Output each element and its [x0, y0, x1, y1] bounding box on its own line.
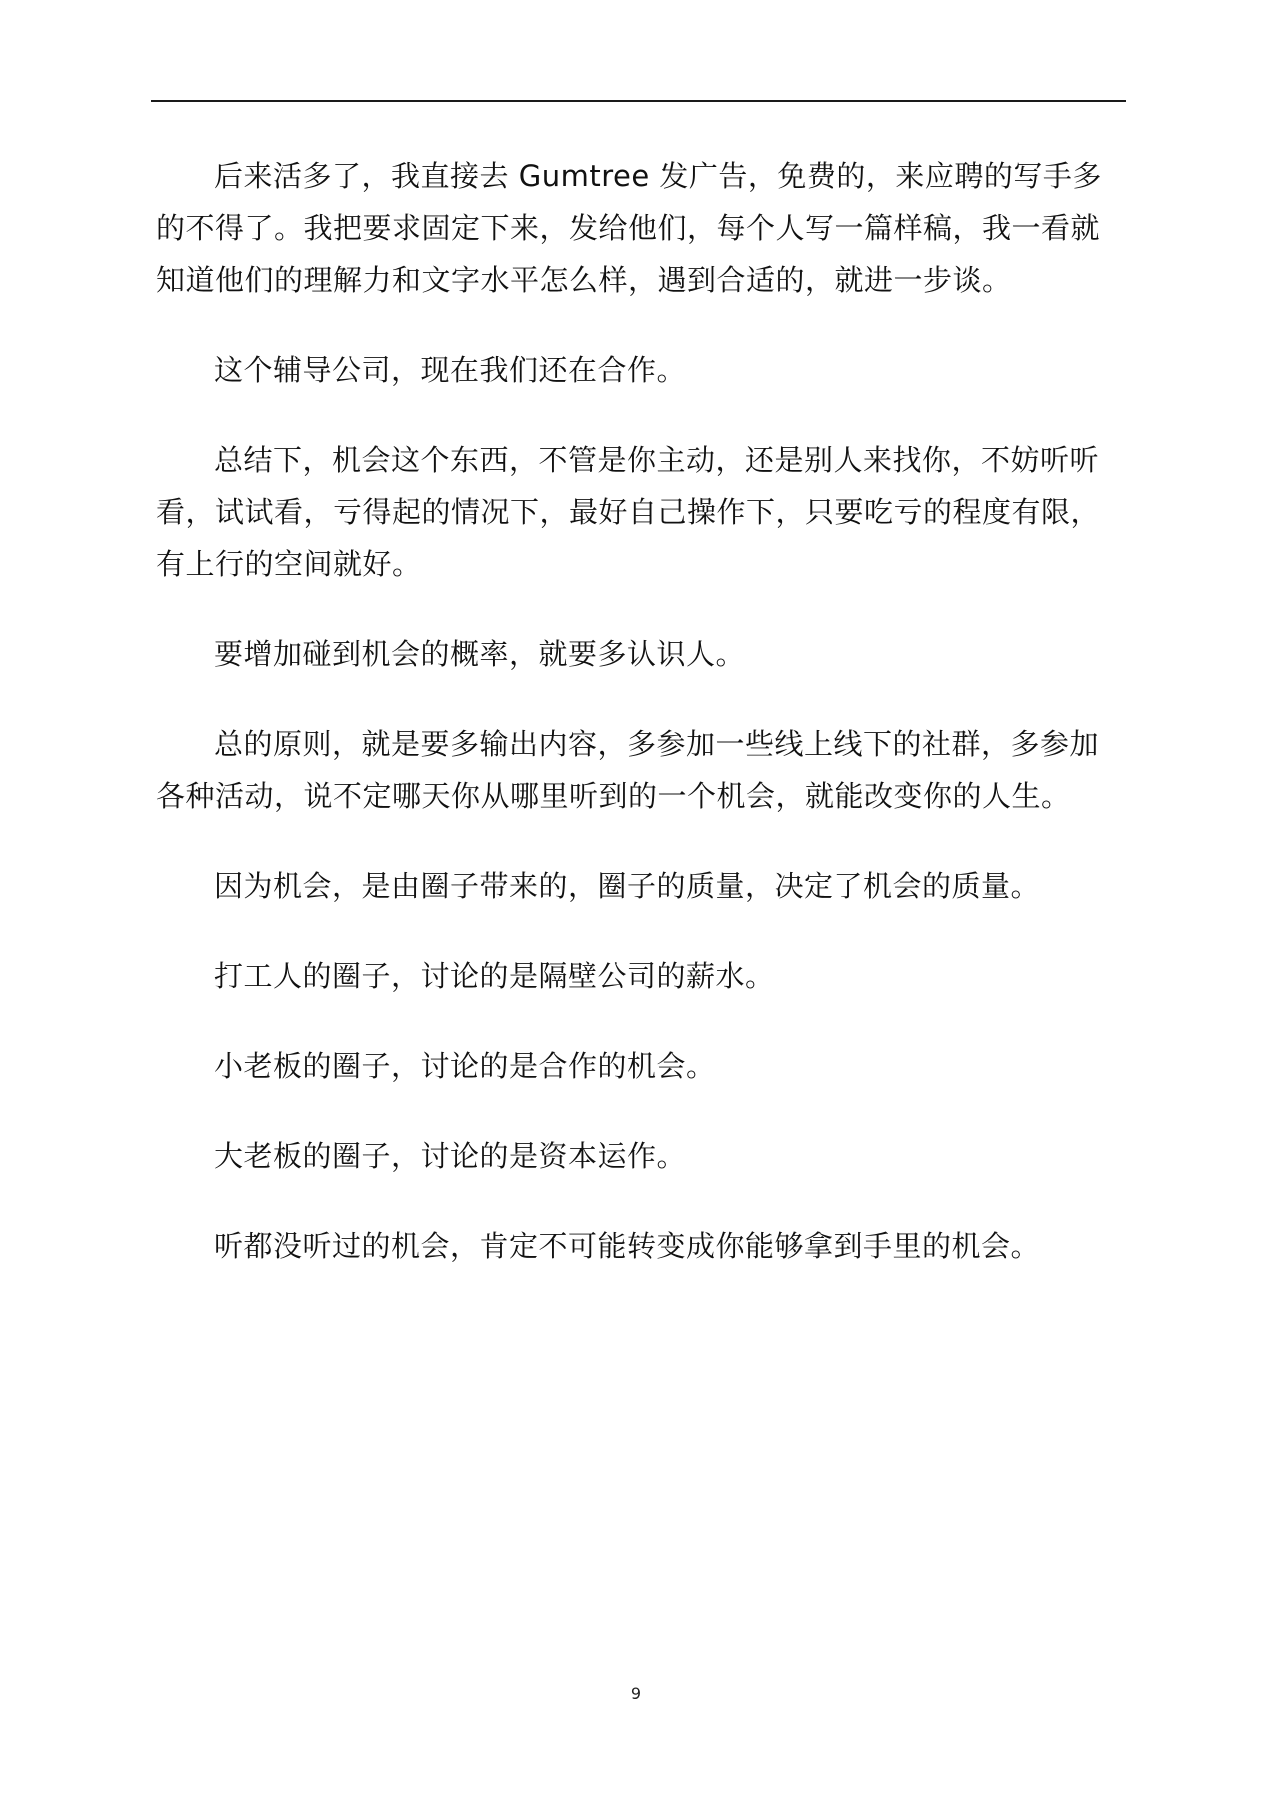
paragraph-7: 打工人的圈子，讨论的是隔壁公司的薪水。	[214, 959, 775, 993]
paragraph-6: 因为机会，是由圈子带来的，圈子的质量，决定了机会的质量。	[214, 869, 1041, 903]
page-number: 9	[630, 1684, 642, 1703]
header-rule	[151, 100, 1126, 102]
paragraph-8: 小老板的圈子，讨论的是合作的机会。	[214, 1049, 716, 1083]
paragraph-4: 要增加碰到机会的概率，就要多认识人。	[214, 637, 746, 671]
paragraph-1: 后来活多了，我直接去 Gumtree 发广告，免费的，来应聘的写手多的不得了。我把要求固定下来，发给他们，每个人写一篇样稿，我一看就知道他们的理解力和文字水平怎么样，遇到合适的，就进一步谈。	[156, 159, 1102, 297]
paragraph-5: 总的原则，就是要多输出内容，多参加一些线上线下的社群，多参加各种活动，说不定哪天你从哪里听到的一个机会，就能改变你的人生。	[156, 727, 1100, 813]
paragraph-3: 总结下，机会这个东西，不管是你主动，还是别人来找你，不妨听听看，试试看，亏得起的情况下，最好自己操作下，只要吃亏的程度有限，有上行的空间就好。	[156, 443, 1101, 581]
body-text	[156, 150, 1126, 1310]
paragraph-2: 这个辅导公司，现在我们还在合作。	[214, 353, 687, 387]
paragraph-10: 听都没听过的机会，肯定不可能转变成你能够拿到手里的机会。	[214, 1229, 1041, 1263]
paragraph-9: 大老板的圈子，讨论的是资本运作。	[214, 1139, 687, 1173]
